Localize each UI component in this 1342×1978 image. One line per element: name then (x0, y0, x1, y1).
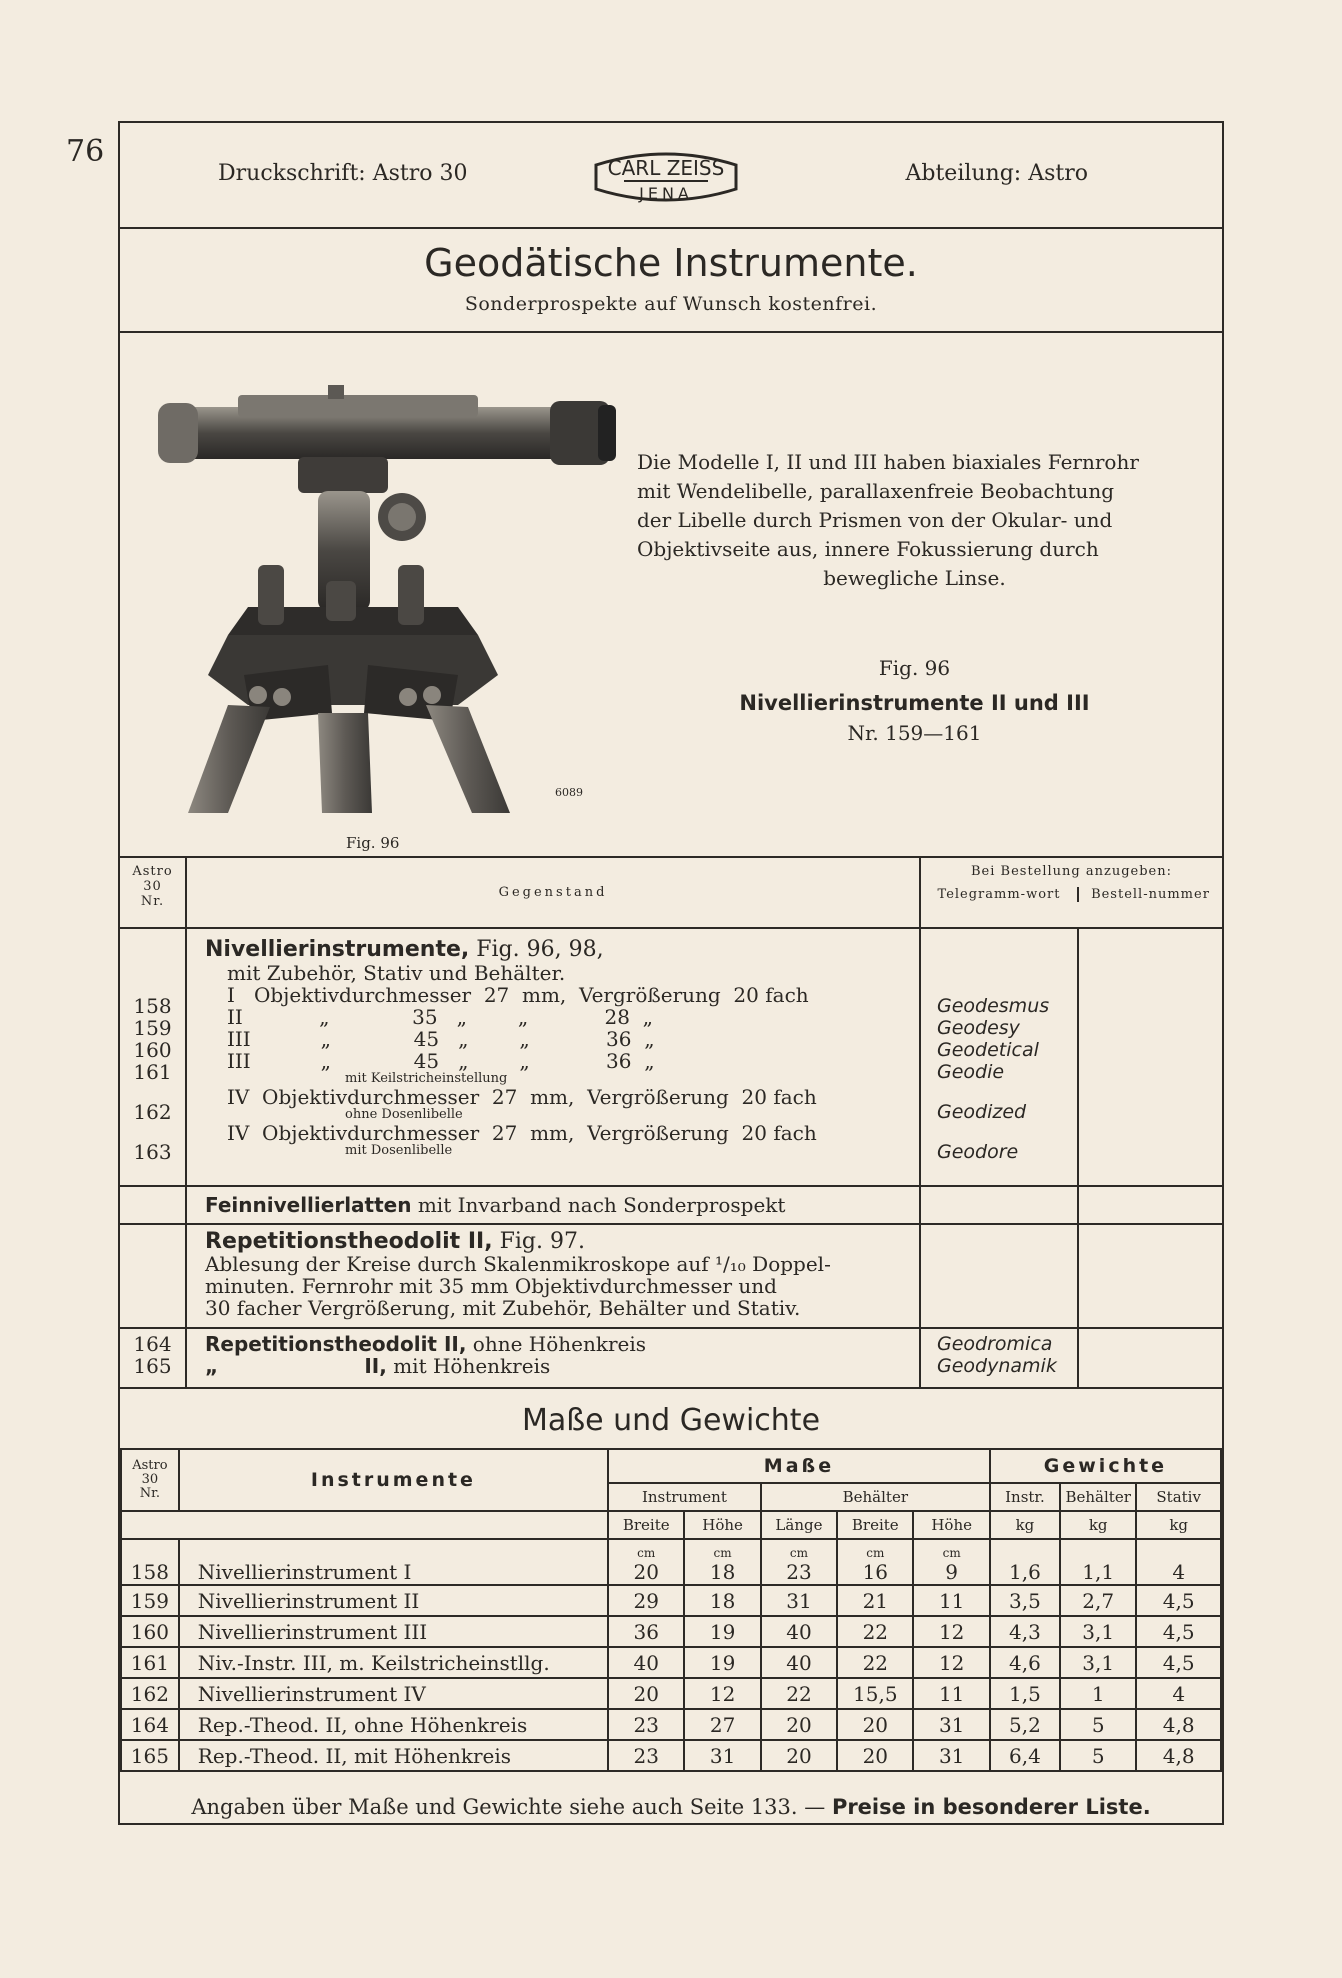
col-nr-header: Astro 30 Nr. (121, 1449, 179, 1511)
col-gewichte-header: Gewichte (990, 1449, 1221, 1483)
description (637, 448, 1192, 593)
row-theodolite-items: 164 165 Repetitionstheodolit II, ohne Höhenkreis „ II, mit Höhenkreis Geodromica Geodynamik (120, 1328, 1222, 1388)
col-masse-header: Maße (608, 1449, 990, 1483)
col-item-header: Gegenstand (186, 858, 920, 928)
row-theodolite: Repetitionstheodolit II, Fig. 97. Ablesung der Kreise durch Skalenmikroskope auf ¹/₁₀ Doppel- minuten. Fernrohr mit 35 mm Objektivdurchmesser und 30 facher Vergrößerung, mit Zubehör, Behälter und Stativ. (120, 1224, 1222, 1328)
figure-label-left: Fig. 96 (346, 834, 400, 852)
divider (120, 227, 1222, 229)
header-abteilung: Abteilung: Astro (905, 161, 1088, 186)
divider (120, 331, 1222, 333)
measures-header-2: Instrument Behälter Instr. Behälter Stativ (121, 1483, 1221, 1511)
measures-header-1 (121, 1449, 1221, 1483)
table-row: 162 Nivellierinstrument IV 20 12 22 15,5 11 1,5 1 4 (121, 1678, 1221, 1709)
order-number-cell (1078, 928, 1222, 1186)
leveling-instrument-photo (158, 345, 618, 813)
order-table (120, 858, 1222, 1389)
description-line: der Libelle durch Prismen von der Okular- und (637, 508, 1113, 532)
measures-table (120, 1448, 1222, 1772)
table-row: 165 Rep.-Theod. II, mit Höhenkreis 23 31 20 20 31 6,4 5 4,8 (121, 1740, 1221, 1771)
col-order-header: Bei Bestellung anzugeben: Telegramm-wort Bestell-nummer (920, 858, 1222, 928)
logo-line1: CARL ZEISS (607, 156, 725, 180)
page-subtitle: Sonderprospekte auf Wunsch kostenfrei. (464, 293, 878, 315)
page-number: 76 (66, 134, 105, 169)
group-nivellier (120, 928, 1222, 1186)
table-row: 160 Nivellierinstrument III 36 19 40 22 12 4,3 3,1 4,5 (121, 1616, 1221, 1647)
page-title: Geodätische Instrumente. (424, 241, 918, 285)
catalog-frame (118, 121, 1224, 1825)
table-row: 158 Nivellierinstrument I cm 20 cm 18 cm 23 cm 16 cm 9 1,6 1,1 4 (121, 1539, 1221, 1585)
measures-units-row: Breite Höhe Länge Breite Höhe kg kg kg (121, 1511, 1221, 1539)
group-items: Nivellierinstrumente, Fig. 96, 98, mit Zubehör, Stativ und Behälter. I Objektivdurchmesser 27 mm, Vergrößerung 20 fach II „ 35 „ „ 28 „ III „ 45 „ „ 36 „ III „ 45 „ „ 36 „ mit Keilstricheinstellung IV Objektivdurchmesser 27 mm, Vergrößerung 20 fach ohne Dosenlibelle IV Objektivdurchmesser 27 mm, Vergrößerung 20 fach mit Dosenlibelle (186, 928, 920, 1186)
photo-code: 6089 (555, 786, 583, 799)
col-tele-header: Telegramm-wort (921, 887, 1079, 902)
figure-label: Fig. 96 (878, 656, 951, 680)
zeiss-logo (586, 137, 746, 217)
logo-line2: JENA (639, 184, 693, 203)
row-lattens: Feinnivellierlatten mit Invarband nach Sonderprospekt (120, 1186, 1222, 1224)
table-row: 161 Niv.-Instr. III, m. Keilstricheinstllg. 40 19 40 22 12 4,6 3,1 4,5 (121, 1647, 1221, 1678)
order-table-header (120, 858, 1222, 928)
description-line: bewegliche Linse. (823, 566, 1006, 590)
table-row: 164 Rep.-Theod. II, ohne Höhenkreis 23 27 20 20 31 5,2 5 4,8 (121, 1709, 1221, 1740)
description-line: mit Wendelibelle, parallaxenfreie Beobachtung (637, 479, 1115, 503)
col-instrumente-header: Instrumente (179, 1449, 608, 1511)
description-line: Die Modelle I, II und III haben biaxiales Fernrohr (637, 450, 1139, 474)
measures-title: Maße und Gewichte (521, 1403, 821, 1438)
description-line: Objektivseite aus, innere Fokussierung durch (637, 537, 1099, 561)
nr-column: 158 159 160 161 162 163 (120, 928, 186, 1186)
telegram-words: Geodesmus Geodesy Geodetical Geodie Geodized Geodore (920, 928, 1078, 1186)
figure-numbers: Nr. 159—161 (847, 721, 982, 745)
col-nr-header: Astro 30 Nr. (120, 858, 186, 928)
table-row: 159 Nivellierinstrument II 29 18 31 21 11 3,5 2,7 4,5 (121, 1585, 1221, 1616)
figure-caption: Nivellierinstrumente II und III (739, 691, 1090, 715)
footer-note: Angaben über Maße und Gewichte siehe auch Seite 133. — Preise in besonderer Liste. (191, 1795, 1151, 1819)
header-druckschrift: Druckschrift: Astro 30 (218, 161, 468, 186)
col-best-header: Bestell-nummer (1091, 887, 1210, 902)
